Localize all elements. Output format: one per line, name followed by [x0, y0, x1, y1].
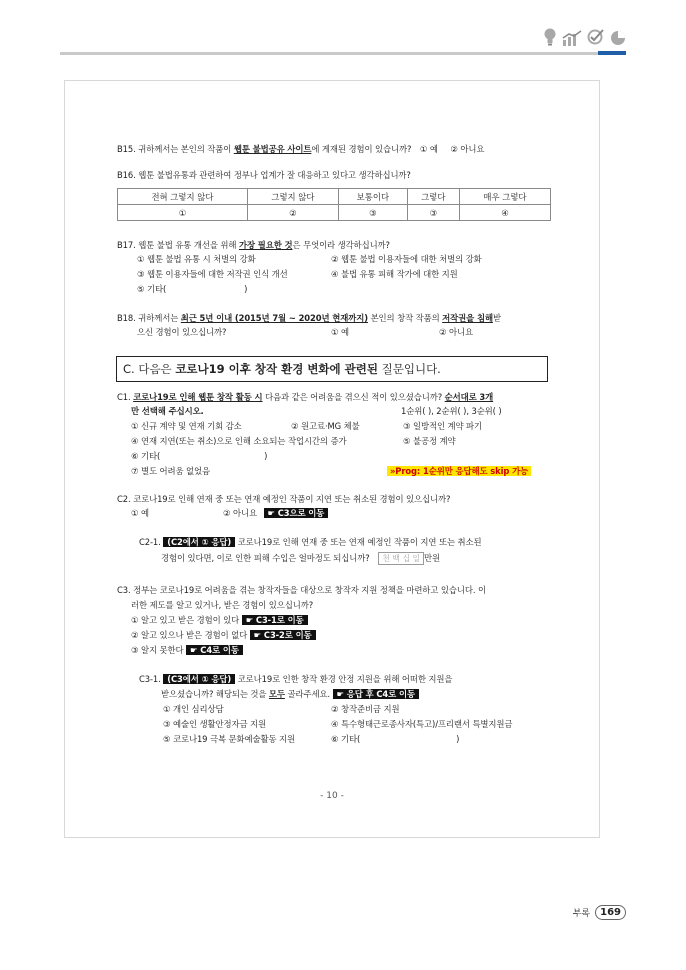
- table-row: [118, 205, 551, 221]
- question-c3: C3. 정부는 코로나19로 어려움을 겪는 창작자들을 대상으로 창작자 지원 정책을 마련하고 있습니다. 이: [117, 585, 486, 595]
- question-c2-1: C2-1. (C2에서 ① 응답) 코로나19로 인해 연재 중 또는 연재 예정인 작품이 지연 또는 취소된: [139, 537, 482, 547]
- skip-instruction: ☛ C3-1로 이동: [242, 615, 308, 625]
- scale-option[interactable]: ③: [338, 205, 407, 221]
- c3-1-option-1[interactable]: ① 개인 심리상담: [163, 704, 224, 714]
- scale-option[interactable]: ②: [247, 205, 338, 221]
- c2-1-line2: 경험이 있다면, 이로 인한 피해 수입은 얼마정도 되십니까? 천 백 십 일 만원: [161, 553, 441, 563]
- question-b17: B17. 웹툰 불법 유통 개선을 위해 가장 필요한 것은 무엇이라 생각하십니까?: [117, 240, 390, 250]
- c3-line2: 러한 제도를 알고 있거나, 받은 경험이 있으십니까?: [131, 600, 314, 610]
- page-number: - 10 -: [320, 791, 344, 801]
- skip-instruction: ☛ C3-2로 이동: [250, 630, 316, 640]
- question-b15: B15. 귀하께서는 본인의 작품이 웹툰 불법공유 사이트에 게재된 경험이 있습니까? ① 예 ② 아니요: [117, 144, 485, 154]
- chart-icon: [562, 30, 582, 50]
- condition-tag: (C2에서 ① 응답): [163, 537, 235, 547]
- c1-option-1[interactable]: ① 신규 계약 및 연재 기회 감소: [131, 421, 242, 431]
- c2-option-2[interactable]: ② 아니요 ☛ C3으로 이동: [223, 507, 328, 520]
- check-icon: [587, 28, 605, 50]
- b17-option-5[interactable]: ⑤ 기타( ): [137, 284, 248, 294]
- section-c-title: C. 다음은 코로나19 이후 창작 환경 변화에 관련된 질문입니다.: [116, 356, 548, 382]
- header-rule-accent: [598, 51, 626, 55]
- c3-option-1[interactable]: ① 알고 있고 받은 경험이 있다 ☛ C3-1로 이동: [131, 614, 308, 627]
- c1-option-2[interactable]: ② 원고료·MG 체불: [291, 421, 360, 431]
- b17-option-3[interactable]: ③ 웹툰 이용자들에 대한 저작권 인식 개선: [137, 269, 288, 279]
- scale-header: 그렇지 않다: [247, 189, 338, 205]
- c3-1-option-6[interactable]: ⑥ 기타( ): [331, 734, 460, 744]
- c1-line2: 만 선택해 주십시오.: [131, 406, 204, 416]
- b18-line2: 으신 경험이 있으십니까?: [137, 327, 227, 337]
- c1-option-7[interactable]: ⑦ 별도 어려움 없었음: [131, 466, 211, 476]
- c3-1-option-3[interactable]: ③ 예술인 생활안정자금 지원: [163, 719, 266, 729]
- c1-option-4[interactable]: ④ 연재 지연(또는 취소)으로 인해 소요되는 작업시간의 증가: [131, 436, 347, 446]
- b17-option-2[interactable]: ② 웹툰 불법 이용자들에 대한 처벌의 강화: [331, 254, 482, 264]
- scale-header: 그렇다: [407, 189, 459, 205]
- c3-1-option-5[interactable]: ⑤ 코로나19 극복 문화예술활동 지원: [163, 734, 295, 744]
- c3-1-option-4[interactable]: ④ 특수형태근로종사자(특고)/프리랜서 특별지원금: [331, 719, 513, 729]
- c3-1-option-2[interactable]: ② 창작준비금 지원: [331, 704, 400, 714]
- c1-option-5[interactable]: ⑤ 불공정 계약: [403, 436, 456, 446]
- scale-option[interactable]: ③: [407, 205, 459, 221]
- scale-header: 매우 그렇다: [459, 189, 550, 205]
- c1-prog-note: »Prog: 1순위만 응답해도 skip 가능: [387, 465, 531, 478]
- question-c3-1: C3-1. (C3에서 ① 응답) 코로나19로 인한 창작 환경 안정 지원을 위해 어떠한 지원을: [139, 674, 453, 684]
- table-row: [118, 189, 551, 205]
- footer-label: 부록: [572, 909, 591, 919]
- header-rule: [60, 52, 598, 55]
- b17-option-4[interactable]: ④ 불법 유통 피해 작가에 대한 지원: [331, 269, 458, 279]
- question-b16: B16. 웹툰 불법유통과 관련하여 정부나 업계가 잘 대응하고 있다고 생각하십니까?: [117, 170, 411, 180]
- c2-option-1[interactable]: ① 예: [131, 508, 149, 518]
- condition-tag: (C3에서 ① 응답): [163, 674, 235, 684]
- footer-page-number: 169: [595, 905, 626, 920]
- skip-instruction: ☛ C3으로 이동: [264, 508, 329, 518]
- b18-option-2[interactable]: ② 아니요: [439, 327, 473, 337]
- pie-icon: [610, 30, 626, 50]
- c1-rank-inputs[interactable]: 1순위( ), 2순위( ), 3순위( ): [401, 406, 502, 416]
- skip-instruction: ☛ 응답 후 C4로 이동: [333, 689, 419, 699]
- c1-option-3[interactable]: ③ 일방적인 계약 파기: [403, 421, 483, 431]
- question-c1: C1. 코로나19로 인해 웹툰 창작 활동 시 다음과 같은 어려움을 겪으신 적이 있으셨습니까? 순서대로 3개: [117, 392, 494, 402]
- c3-option-2[interactable]: ② 알고 있으나 받은 경험이 없다 ☛ C3-2로 이동: [131, 629, 316, 642]
- amount-input-boxes[interactable]: 천 백 십 일: [378, 552, 424, 565]
- questionnaire-page: [64, 80, 600, 838]
- header-icons: [543, 28, 626, 50]
- b16-scale-table: [117, 188, 551, 221]
- b17-option-1[interactable]: ① 웹툰 불법 유통 시 처벌의 강화: [137, 254, 256, 264]
- question-b18: B18. 귀하께서는 최근 5년 이내 (2015년 7월 ~ 2020년 현재까지) 본인의 창작 작품의 저작권을 침해받: [117, 313, 501, 323]
- scale-header: 보통이다: [338, 189, 407, 205]
- b18-option-1[interactable]: ① 예: [331, 327, 349, 337]
- lightbulb-icon: [543, 28, 557, 50]
- c1-option-6[interactable]: ⑥ 기타( ): [131, 451, 268, 461]
- scale-option[interactable]: ①: [118, 205, 248, 221]
- question-c2: C2. 코로나19로 인해 연재 중 또는 연재 예정인 작품이 지연 또는 취소된 경험이 있으십니까?: [117, 494, 451, 504]
- c3-1-line2: 받으셨습니까? 해당되는 것을 모두 골라주세요. ☛ 응답 후 C4로 이동: [161, 688, 419, 701]
- c3-option-3[interactable]: ③ 알지 못한다 ☛ C4로 이동: [131, 644, 243, 657]
- footer: [573, 905, 626, 920]
- scale-option[interactable]: ④: [459, 205, 550, 221]
- skip-instruction: ☛ C4로 이동: [186, 645, 243, 655]
- scale-header: 전혀 그렇지 않다: [118, 189, 248, 205]
